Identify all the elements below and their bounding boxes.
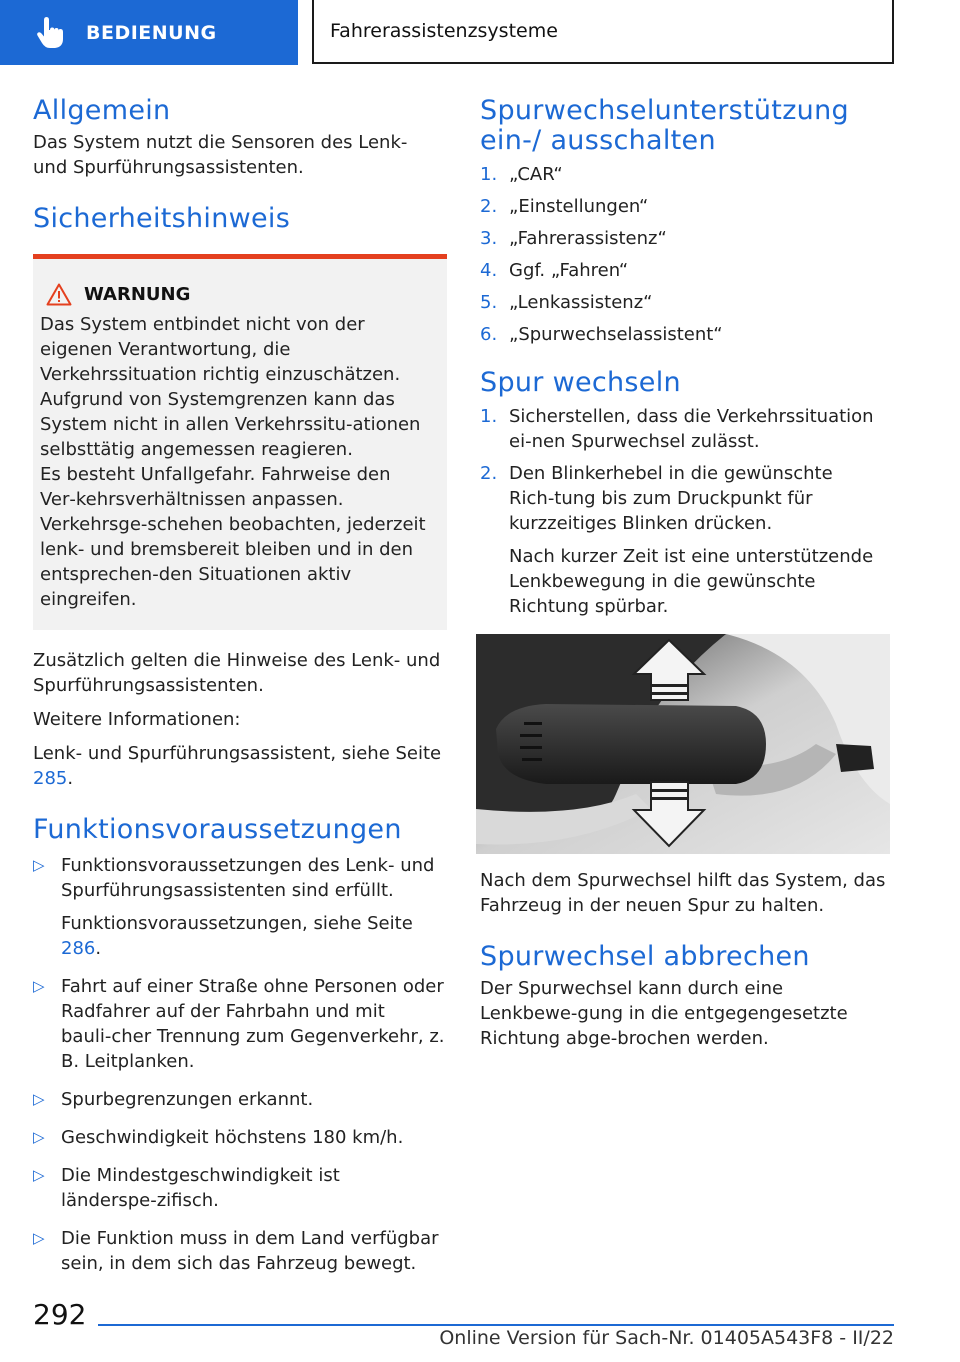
list-item [480, 162, 894, 187]
step-number: 2. [480, 463, 498, 484]
step-text: „CAR“ [509, 164, 563, 185]
requirement-text: Geschwindigkeit höchstens 180 km/h. [61, 1127, 404, 1148]
left-column [33, 96, 447, 1289]
step-text: „Fahrerassistenz“ [509, 228, 667, 249]
step-text: „Lenkassistenz“ [509, 292, 653, 313]
right-column [480, 96, 894, 1051]
warning-text-1: Das System entbindet nicht von der eigenen Verantwortung, die Verkehrssituation richtig einzuschätzen. Aufgrund von Systemgrenzen kann das System nicht in allen Verkehrssitu‑ationen selbsttätig angemessen reagieren. [40, 314, 421, 460]
step-text: Den Blinkerhebel in die gewünschte Rich‑tung bis zum Druckpunkt für kurzzeitiges Blinken drücken. [509, 463, 833, 534]
step-subtext: Nach kurzer Zeit ist eine unterstützende Lenkbewegung in die gewünschte Richtung spürbar. [509, 546, 874, 617]
requirement-text: Die Mindestgeschwindigkeit ist länderspe‑zifisch. [61, 1165, 340, 1211]
step-number: 4. [480, 260, 498, 281]
heading-allgemein: Allgemein [33, 95, 171, 126]
requirement-text: Fahrt auf einer Straße ohne Personen oder Radfahrer auf der Fahrbahn und mit bauli‑cher Trennung zum Gegenverkehr, z. B. Leitplanken. [61, 976, 445, 1072]
warning-label: WARNUNG [84, 284, 191, 305]
step-number: 3. [480, 228, 498, 249]
list-item [480, 461, 894, 619]
chapter-title-box [312, 0, 894, 64]
page-number: 292 [33, 1298, 87, 1331]
bullet-triangle-icon: ▷ [33, 1128, 45, 1146]
more-info-reference [33, 741, 447, 791]
turn-signal-lever-illustration [476, 634, 890, 854]
requirement-subtext [61, 911, 447, 961]
list-item [480, 290, 894, 315]
list-item [480, 258, 894, 283]
heading-abbrechen: Spurwechsel abbrechen [480, 941, 810, 972]
change-after-text: Nach dem Spurwechsel hilft das System, das Fahrzeug in der neuen Spur zu halten. [480, 870, 886, 916]
list-item [33, 1125, 447, 1150]
step-text: Ggf. „Fahren“ [509, 260, 629, 281]
list-item [480, 226, 894, 251]
bullet-triangle-icon: ▷ [33, 1229, 45, 1247]
allgemein-text: Das System nutzt die Sensoren des Lenk- und Spurführungsassistenten. [33, 132, 408, 178]
section-tab[interactable] [0, 0, 298, 65]
hand-pointer-icon [36, 17, 66, 49]
step-number: 2. [480, 196, 498, 217]
heading-toggle: Spurwechselunterstützung ein-/ ausschalten [480, 95, 849, 156]
requirement-text: Spurbegrenzungen erkannt. [61, 1089, 314, 1110]
toggle-steps [480, 162, 894, 347]
step-number: 1. [480, 164, 498, 185]
requirement-text: Funktionsvoraussetzungen des Lenk- und Spurführungsassistenten sind erfüllt. [61, 855, 435, 901]
list-item [33, 1163, 447, 1213]
list-item [33, 1226, 447, 1276]
heading-sicherheitshinweis: Sicherheitshinweis [33, 203, 291, 234]
footer-text: Online Version für Sach-Nr. 01405A543F8 - II/22 [439, 1327, 894, 1349]
heading-spur-wechseln: Spur wechseln [480, 367, 681, 398]
list-item [33, 853, 447, 961]
requirements-list [33, 853, 447, 1276]
section-label: BEDIENUNG [86, 21, 217, 44]
chapter-title: Fahrerassistenzsysteme [330, 20, 558, 42]
page-link-286[interactable]: 286 [61, 938, 96, 959]
bullet-triangle-icon: ▷ [33, 1090, 45, 1108]
reference-period: . [95, 938, 102, 959]
footer-divider [98, 1324, 894, 1326]
step-number: 1. [480, 406, 498, 427]
warning-text-2: Es besteht Unfallgefahr. Fahrweise den Ver‑kehrsverhältnissen anpassen. Verkehrsge‑schehen beobachten, jederzeit lenk- und bremsbereit bleiben und in den entsprechen‑den Situationen aktiv eingreifen. [40, 464, 426, 610]
reference-period: . [67, 768, 74, 789]
heading-funktionsvoraussetzungen: Funktionsvoraussetzungen [33, 814, 402, 845]
warning-triangle-icon [46, 283, 72, 306]
bullet-triangle-icon: ▷ [33, 977, 45, 995]
step-number: 6. [480, 324, 498, 345]
step-text: „Spurwechselassistent“ [509, 324, 723, 345]
reference-text: Funktionsvoraussetzungen, siehe Seite [61, 913, 413, 934]
change-steps [480, 404, 894, 619]
bullet-triangle-icon: ▷ [33, 1166, 45, 1184]
warning-box [33, 254, 447, 630]
bullet-triangle-icon: ▷ [33, 856, 45, 874]
step-text: Sicherstellen, dass die Verkehrssituation ei‑nen Spurwechsel zulässt. [509, 406, 874, 452]
requirement-text: Die Funktion muss in dem Land verfügbar sein, in dem sich das Fahrzeug bewegt. [61, 1228, 439, 1274]
cancel-text: Der Spurwechsel kann durch eine Lenkbewe‑gung in die entgegengesetzte Richtung abge‑brochen werden. [480, 978, 848, 1049]
list-item [480, 194, 894, 219]
page-link-285[interactable]: 285 [33, 768, 68, 789]
reference-text: Lenk- und Spurführungsassistent, siehe Seite [33, 743, 442, 764]
list-item [33, 974, 447, 1074]
step-number: 5. [480, 292, 498, 313]
more-info-label: Weitere Informationen: [33, 709, 241, 730]
list-item [480, 404, 894, 454]
list-item [480, 322, 894, 347]
list-item [33, 1087, 447, 1112]
safety-note: Zusätzlich gelten die Hinweise des Lenk- und Spurführungsassistenten. [33, 650, 441, 696]
step-text: „Einstellungen“ [509, 196, 649, 217]
